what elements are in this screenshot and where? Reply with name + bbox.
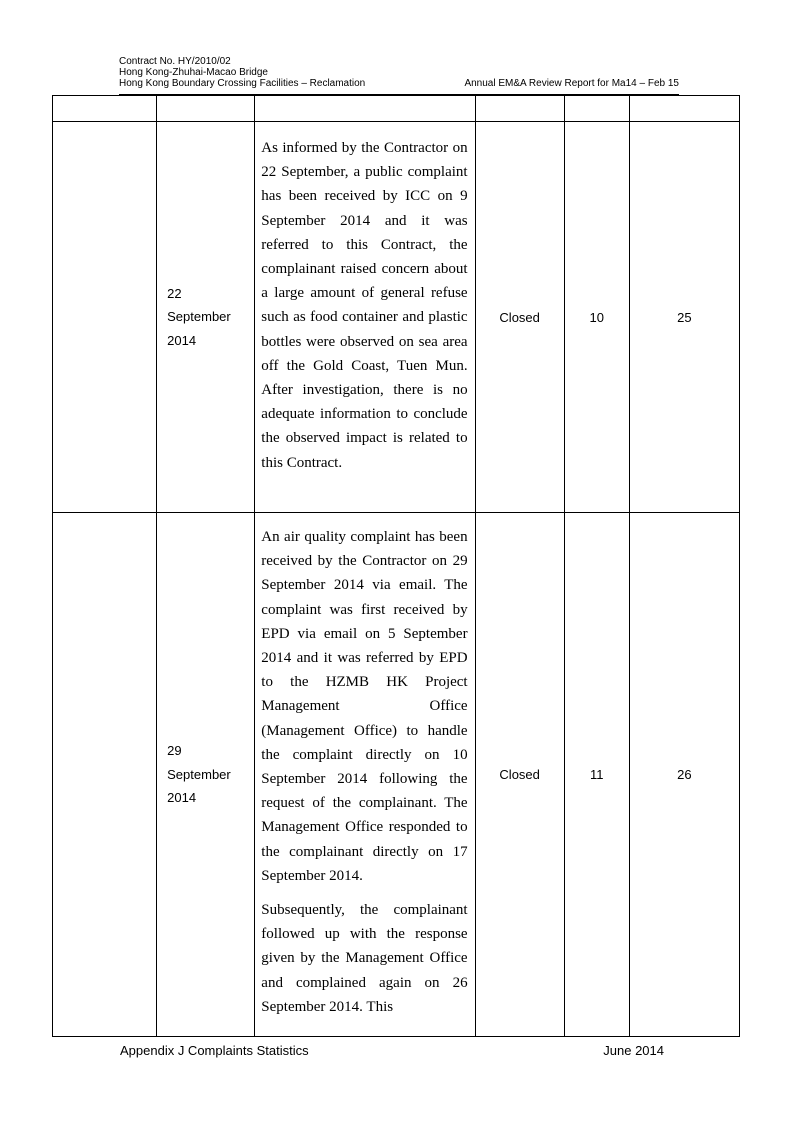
number-cell-b: 25	[629, 122, 739, 513]
report-title: Annual EM&A Review Report for Ma14 – Feb 15	[464, 78, 679, 89]
table-cell	[255, 96, 475, 122]
date-cell	[157, 122, 255, 513]
complaints-table	[52, 95, 740, 1037]
description-paragraph: Subsequently, the complainant followed up with the response given by the Management Office and complained again on 26 September 2014. This	[261, 902, 468, 1015]
status-cell: Closed	[475, 513, 564, 1037]
date-day: 29	[167, 743, 182, 759]
page-header	[119, 56, 679, 89]
table-cell	[157, 96, 255, 122]
table-row-blank	[53, 96, 740, 122]
header-row	[119, 78, 679, 89]
number-cell-a: 11	[564, 513, 629, 1037]
table-cell	[629, 96, 739, 122]
number-cell-a: 10	[564, 122, 629, 513]
description-cell	[255, 513, 475, 1037]
page-footer	[120, 1043, 664, 1058]
date-month: September	[167, 766, 231, 782]
date-month: September	[167, 309, 231, 325]
contract-number: Contract No. HY/2010/02	[119, 56, 231, 67]
table-row	[53, 122, 740, 513]
description-cell	[255, 122, 475, 513]
table-cell-empty	[53, 122, 157, 513]
table-cell-empty	[53, 513, 157, 1037]
footer-date: June 2014	[603, 1043, 664, 1058]
table-cell	[53, 96, 157, 122]
date-year: 2014	[167, 332, 197, 348]
footer-appendix-title: Appendix J Complaints Statistics	[120, 1043, 309, 1058]
description-paragraph: As informed by the Contractor on 22 September, a public complaint has been received by ICC on 9 September 2014 and it was referred to this Contract, the complainant raised concern about a large amount of general refuse such as food container and plastic bottles were observed on sea area off the Gold Coast, Tuen Mun. After investigation, there is no adequate information to conclude the observed impact is related to this Contract.	[261, 140, 468, 471]
status-cell: Closed	[475, 122, 564, 513]
table-cell	[564, 96, 629, 122]
date-cell	[157, 513, 255, 1037]
table-row	[53, 513, 740, 1037]
date-year: 2014	[167, 790, 197, 806]
project-name: Hong Kong-Zhuhai-Macao Bridge	[119, 67, 268, 78]
table-cell	[475, 96, 564, 122]
number-cell-b: 26	[629, 513, 739, 1037]
description-paragraph: An air quality complaint has been received by the Contractor on 29 September 2014 via email. The complaint was first received by EPD via email on 5 September 2014 and it was referred by EPD to the HZMB HK Project Management Office (Management Office) to handle the complaint directly on 10 September 2014 following the request of the complainant. The Management Office responded to the complainant directly on 17 September 2014.	[261, 529, 468, 884]
facility-name: Hong Kong Boundary Crossing Facilities – Reclamation	[119, 78, 366, 89]
date-day: 22	[167, 285, 182, 301]
